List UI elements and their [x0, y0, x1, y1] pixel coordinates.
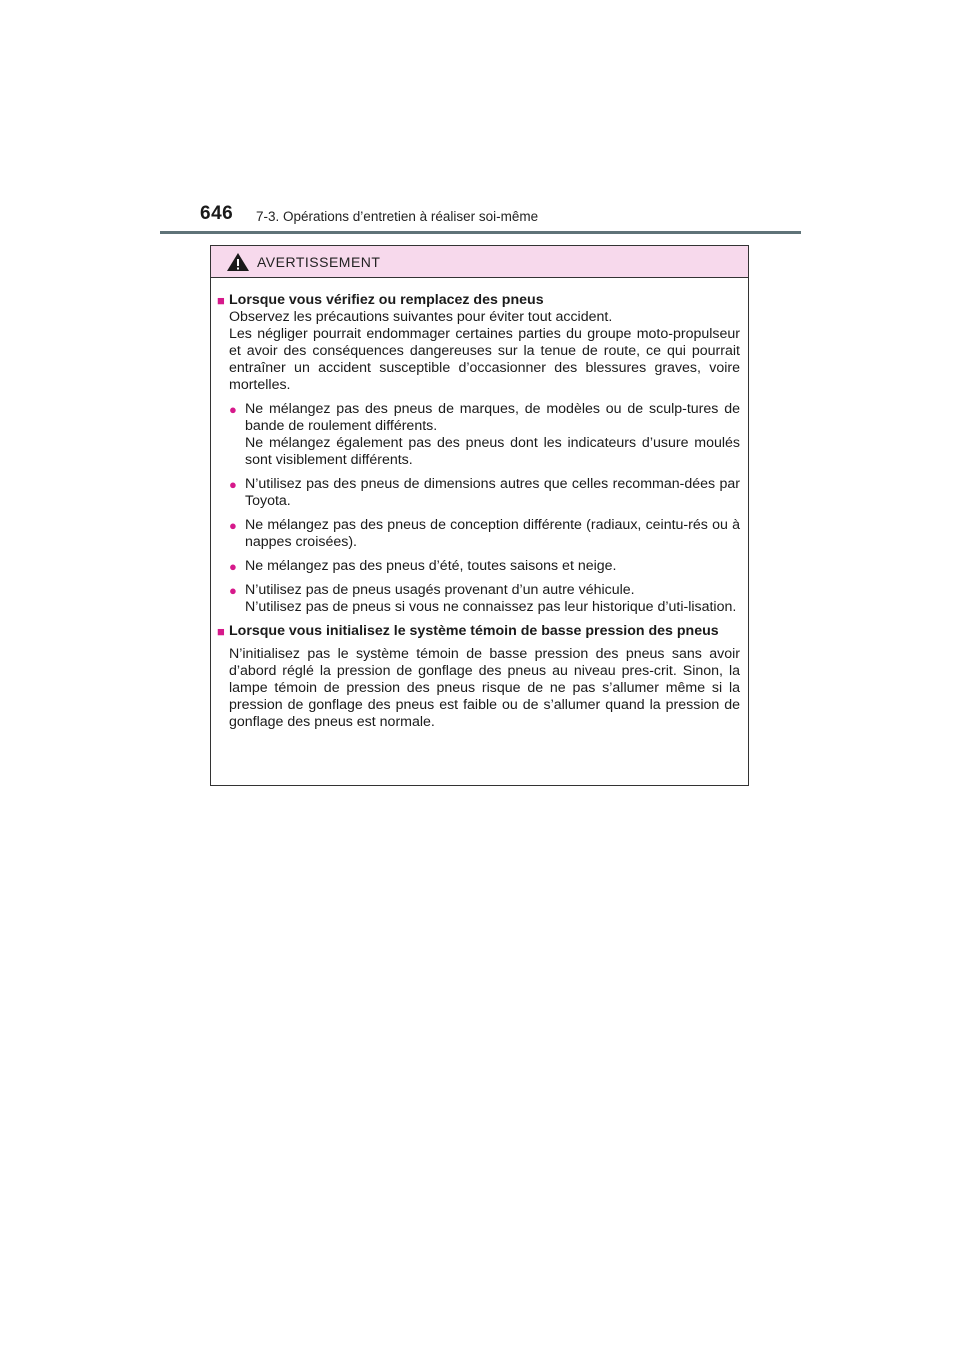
warning-content: [211, 278, 748, 731]
list-item: ● N’utilisez pas des pneus de dimensions autres que celles recomman-dées par Toyota.: [229, 476, 740, 509]
square-bullet-icon: ■: [217, 293, 225, 308]
round-bullet-icon: ●: [229, 477, 237, 492]
round-bullet-icon: ●: [229, 559, 237, 574]
warning-box: [210, 245, 749, 786]
warning-title: AVERTISSEMENT: [257, 253, 381, 270]
list-item: ● Ne mélangez pas des pneus de marques, de modèles ou de sculp-tures de bande de roulement différents. Ne mélangez également pas des pneus dont les indicateurs d’usure moulés sont visiblement différents.: [229, 401, 740, 468]
section-heading: ■ Lorsque vous vérifiez ou remplacez des pneus: [217, 292, 544, 308]
round-bullet-icon: ●: [229, 402, 237, 417]
section-title: 7-3. Opérations d’entretien à réaliser soi-même: [256, 209, 539, 224]
list-item: ● Ne mélangez pas des pneus d’été, toutes saisons et neige.: [229, 558, 617, 574]
list-item: ● Ne mélangez pas des pneus de conception différente (radiaux, ceintu-rés ou à nappes croisées).: [229, 517, 740, 550]
section-intro: Observez les précautions suivantes pour éviter tout accident. Les négliger pourrait endommager certaines parties du groupe moto-propulseur et avoir des conséquences dangereuses sur la tenue de route, ce qui pourrait entraîner un accident susceptible d’occasionner des blessures graves, voire mortelles.: [229, 309, 740, 393]
header-divider: [160, 231, 801, 234]
warning-header: [211, 246, 748, 278]
round-bullet-icon: ●: [229, 518, 237, 533]
page-number: 646: [200, 203, 234, 224]
section-heading: ■ Lorsque vous initialisez le système témoin de basse pression des pneus: [217, 623, 719, 639]
warning-triangle-icon: [226, 252, 250, 272]
square-bullet-icon: ■: [217, 624, 225, 639]
list-item: ● N’utilisez pas de pneus usagés provenant d’un autre véhicule. N’utilisez pas de pneus si vous ne connaissez pas leur historique d’uti-lisation.: [229, 582, 737, 615]
round-bullet-icon: ●: [229, 583, 237, 598]
section-body: N’initialisez pas le système témoin de basse pression des pneus sans avoir d’abord réglé la pression de gonflage des pneus au niveau pres-crit. Sinon, la lampe témoin de pression des pneus risque de ne pas s’allumer même si la pression de gonflage des pneus est faible ou de s’allumer quand la pression de gonflage des pneus est normale.: [229, 646, 740, 730]
